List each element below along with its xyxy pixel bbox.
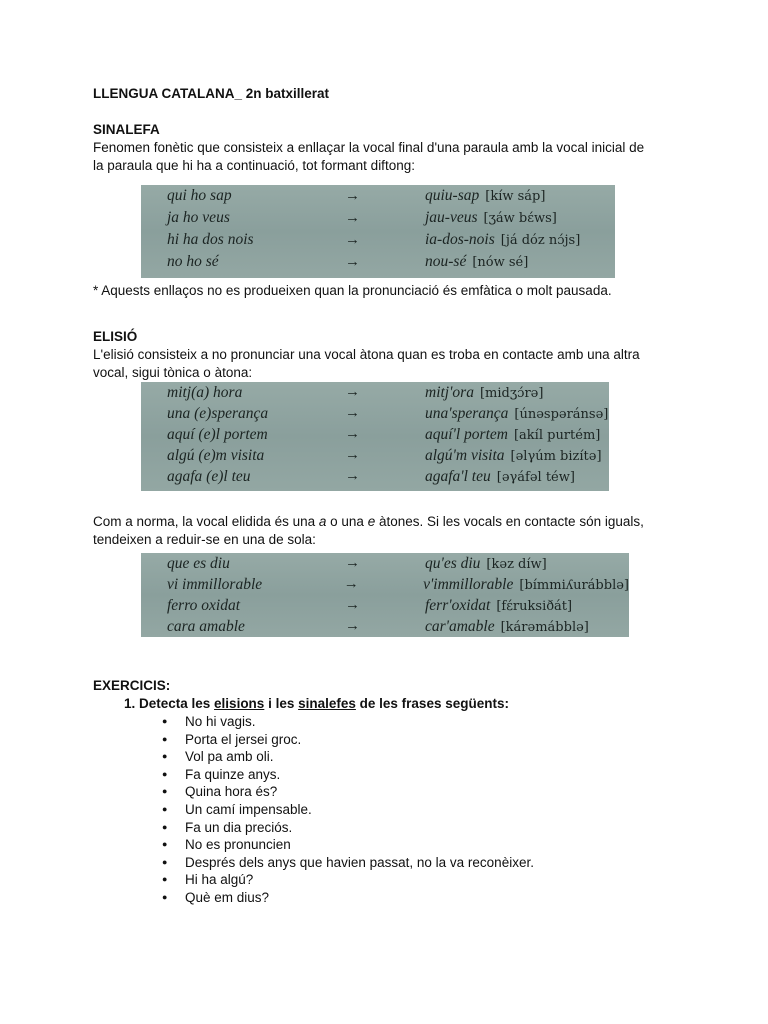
example-transcription: [nów sé] (472, 255, 529, 270)
arrow-icon: → (345, 618, 360, 634)
example-transcription: [akíl purtém] (513, 427, 601, 443)
example-row (141, 403, 609, 424)
sentence-item: ● Hi ha algú? (185, 871, 683, 889)
example-transcription: [kəz díw] (486, 556, 547, 572)
example-result-cell (425, 555, 629, 573)
example-transcription: [bímmiʎurábblə] (519, 577, 629, 593)
norm-text-c: àtones. Si les vocals en contacte són iguals, (375, 514, 644, 529)
exercise-list (93, 695, 683, 907)
example-phrase: agafa (e)l teu (167, 467, 251, 485)
elisions-term: elisions (214, 696, 265, 711)
example-result-cell (425, 384, 609, 402)
example-transcription: [ʒáw bɛ́ws] (483, 211, 557, 226)
elisio-norm-line-2: tendeixen a reduir-se en una de sola: (93, 532, 316, 547)
equal-vowels-examples-image (141, 553, 629, 637)
example-result: qu'es diu (425, 554, 481, 572)
sentence-item: ● Què em dius? (185, 889, 683, 907)
example-result: aquí'l portem (425, 425, 508, 443)
sentence-item: ● Quina hora és? (185, 783, 683, 801)
sinalefes-term: sinalefes (298, 696, 356, 711)
example-phrase: algú (e)m visita (167, 446, 265, 464)
exercise-1-text-c: de les frases següents: (355, 696, 509, 711)
example-result: ferr'oxidat (425, 596, 491, 614)
exercicis-heading: EXERCICIS: (93, 678, 171, 693)
example-result-cell (425, 597, 629, 615)
example-result: nou-sé (425, 253, 467, 270)
sinalefa-definition-line-2: la paraula que hi ha a continuació, tot formant diftong: (93, 158, 415, 173)
example-result-cell (425, 253, 615, 271)
document-page (93, 85, 683, 907)
sentence-item: ● Fa quinze anys. (185, 766, 683, 784)
example-transcription: [əlγúm bizítə] (510, 448, 602, 464)
arrow-icon: → (345, 384, 360, 400)
example-result: car'amable (425, 617, 495, 635)
example-result: v'immillorable (423, 575, 514, 593)
elisio-norm-line-1 (93, 513, 683, 531)
example-transcription: [kárəmábblə] (500, 619, 589, 635)
sentence-item: ● No es pronuncien (185, 836, 683, 854)
sentence-item: ● No hi vagis. (185, 713, 683, 731)
example-transcription: [əγáfəl téw] (496, 469, 575, 485)
arrow-icon: → (345, 426, 360, 442)
norm-vowel-e: e (367, 514, 376, 529)
example-row (141, 207, 615, 229)
example-result-cell (425, 405, 609, 423)
example-row (141, 424, 609, 445)
example-transcription: [já dóz nɔ́js] (500, 233, 581, 248)
sentence-item: ● Fa un dia preciós. (185, 819, 683, 837)
example-result: jau-veus (425, 209, 478, 226)
example-phrase: ja ho veus (167, 209, 230, 226)
arrow-icon: → (345, 209, 360, 226)
example-row (141, 185, 615, 207)
example-result: una'sperança (425, 404, 509, 422)
example-phrase: aquí (e)l portem (167, 425, 268, 443)
sentence-item: ● Un camí impensable. (185, 801, 683, 819)
example-row (141, 595, 629, 616)
example-result-cell (425, 187, 615, 205)
example-result-cell (425, 209, 615, 227)
norm-text-b: o una (326, 514, 368, 529)
example-phrase: hi ha dos nois (167, 231, 254, 248)
exercise-item-1 (139, 695, 683, 907)
example-result: algú'm visita (425, 446, 505, 464)
example-phrase: no ho sé (167, 253, 219, 270)
example-row (141, 445, 609, 466)
example-row (141, 553, 629, 574)
arrow-icon: → (345, 405, 360, 421)
sentence-item: ● Després dels anys que havien passat, no la va reconèixer. (185, 854, 683, 872)
example-phrase: una (e)sperança (167, 404, 269, 422)
example-row (141, 616, 629, 637)
arrow-icon: → (345, 231, 360, 248)
example-phrase: ferro oxidat (167, 596, 241, 614)
elisio-examples-image (141, 382, 609, 491)
exercise-1-text-a: Detecta les (139, 696, 215, 711)
example-result-cell (425, 618, 629, 636)
arrow-icon: → (345, 555, 360, 571)
example-phrase: vi immillorable (167, 575, 263, 593)
example-transcription: [fέruksiðát] (496, 598, 573, 614)
example-row (141, 466, 609, 487)
example-result: quiu-sap (425, 187, 480, 204)
example-result-cell (425, 231, 615, 249)
sinalefa-note: * Aquests enllaços no es produeixen quan la pronunciació és emfàtica o molt pausada. (93, 283, 612, 298)
example-row (141, 229, 615, 251)
example-result-cell (423, 576, 629, 594)
document-title: LLENGUA CATALANA_ 2n batxillerat (93, 86, 330, 101)
example-phrase: que es diu (167, 554, 230, 572)
elisio-definition-line-1: L'elisió consisteix a no pronunciar una vocal àtona quan es troba en contacte amb una altra (93, 347, 640, 362)
arrow-icon: → (345, 468, 360, 484)
elisio-definition-line-2: vocal, sigui tònica o àtona: (93, 365, 253, 380)
example-transcription: [kíw sáp] (485, 189, 546, 204)
example-transcription: [únəspəránsə] (514, 406, 609, 422)
example-phrase: mitj(a) hora (167, 383, 243, 401)
example-phrase: qui ho sap (167, 187, 232, 204)
norm-vowel-a: a (318, 514, 327, 529)
example-result-cell (425, 426, 609, 444)
arrow-icon: → (345, 253, 360, 270)
example-row (141, 574, 629, 595)
elisio-heading: ELISIÓ (93, 329, 138, 344)
example-result: ia-dos-nois (425, 231, 495, 248)
example-phrase: cara amable (167, 617, 245, 635)
example-result: mitj'ora (425, 383, 474, 401)
sinalefa-heading: SINALEFA (93, 122, 160, 137)
sinalefa-examples-image (141, 185, 615, 278)
sentence-list (139, 713, 683, 907)
sentence-item: ● Vol pa amb oli. (185, 748, 683, 766)
norm-text-a: Com a norma, la vocal elidida és una (93, 514, 319, 529)
arrow-icon: → (345, 597, 360, 613)
sinalefa-definition-line-1: Fenomen fonètic que consisteix a enllaçar la vocal final d'una paraula amb la vocal inicial de (93, 140, 645, 155)
example-row (141, 251, 615, 273)
arrow-icon: → (345, 187, 360, 204)
example-result-cell (425, 468, 609, 486)
arrow-icon: → (343, 576, 359, 592)
example-row (141, 382, 609, 403)
sentence-item: ● Porta el jersei groc. (185, 731, 683, 749)
arrow-icon: → (345, 447, 360, 463)
exercise-1-text-b: i les (264, 696, 299, 711)
example-result-cell (425, 447, 609, 465)
example-transcription: [midʒɔ́rə] (479, 385, 544, 401)
example-result: agafa'l teu (425, 467, 491, 485)
